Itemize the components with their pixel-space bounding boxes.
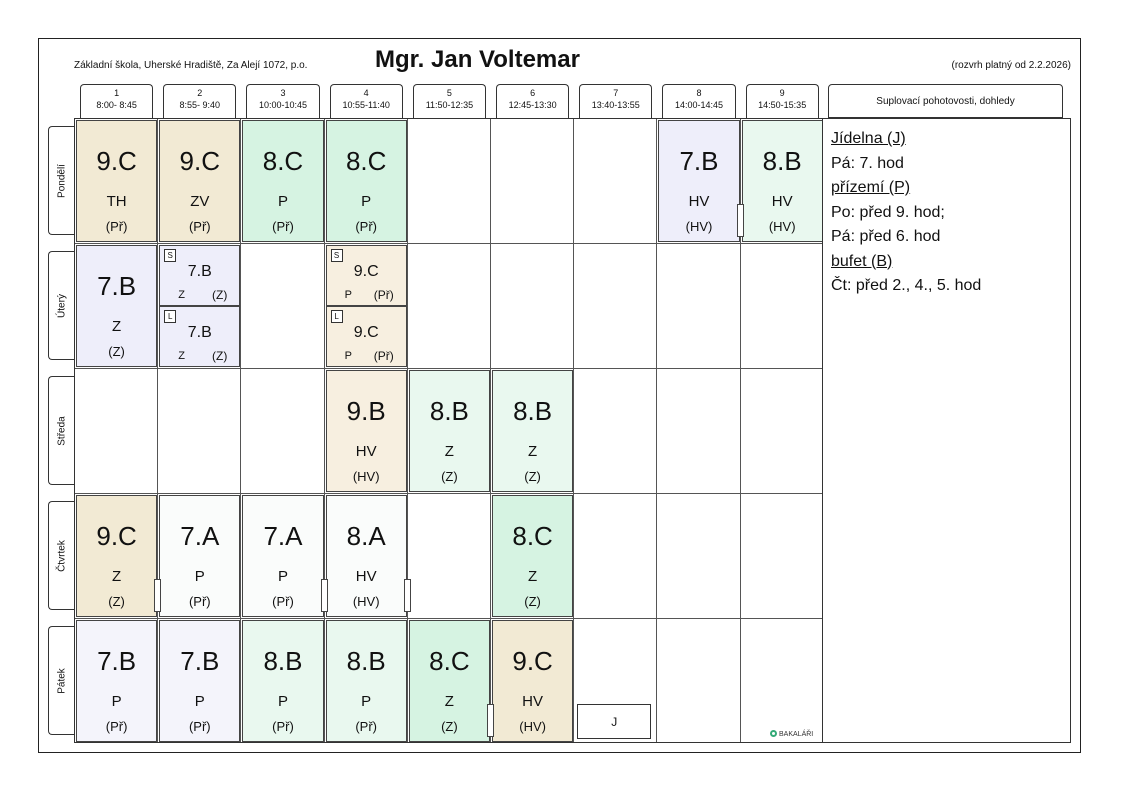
- lesson-cell: [242, 120, 323, 242]
- lesson-subject: P: [111, 693, 122, 710]
- lesson-subject: P: [277, 693, 288, 710]
- period-tab-1: [80, 84, 153, 118]
- period-time: 11:50-12:35: [425, 100, 474, 110]
- lesson-room: (Z): [108, 594, 125, 609]
- lesson-room: (Př): [105, 219, 128, 234]
- lesson-subject: Z: [528, 568, 538, 585]
- lesson-class: 8.B: [513, 396, 553, 426]
- lesson-cell: [159, 620, 240, 742]
- lesson-class: 7.B: [187, 324, 212, 341]
- lesson-class: 8.C: [429, 646, 470, 676]
- day-tab-5: [48, 626, 74, 735]
- grid-column-line: [656, 119, 657, 742]
- lesson-subject: P: [194, 568, 205, 585]
- lesson-cell: [409, 620, 490, 742]
- period-tab-2: [163, 84, 236, 118]
- group-tag: L: [164, 310, 176, 323]
- lesson-class: 7.B: [97, 646, 137, 676]
- lesson-cell: [159, 120, 240, 242]
- period-number: 8: [696, 88, 702, 98]
- period-tab-6: [496, 84, 569, 118]
- group-tag: L: [331, 310, 343, 323]
- bakalari-logo: BAKALÁŘI: [770, 730, 813, 738]
- supervision-marker: [487, 704, 494, 737]
- day-label: Úterý: [56, 293, 67, 318]
- lesson-cell: [76, 120, 157, 242]
- lesson-room: (HV): [768, 219, 796, 234]
- group-tag: S: [164, 249, 176, 262]
- lesson-subject: P: [361, 193, 372, 210]
- panel-line: Čt: před 2., 4., 5. hod: [831, 277, 982, 294]
- school-name: Základní škola, Uherské Hradiště, Za Alejí 1072, p.o.: [74, 60, 308, 71]
- lesson-class: 7.B: [679, 146, 719, 176]
- panel-heading: přízemí (P): [831, 179, 911, 196]
- day-tab-1: [48, 126, 74, 235]
- grid-row-line: [75, 243, 822, 244]
- lesson-subject: HV: [355, 568, 377, 585]
- bakalari-logo-icon: [770, 730, 777, 737]
- lesson-room: (Z): [212, 349, 228, 363]
- lesson-room: (Z): [524, 469, 541, 484]
- lesson-cell: [326, 620, 407, 742]
- day-tab-4: [48, 501, 74, 610]
- lesson-cell: [409, 370, 490, 492]
- split-lesson-s: [326, 245, 407, 306]
- teacher-name: Mgr. Jan Voltemar: [375, 46, 580, 73]
- lesson-room: (Př): [188, 719, 211, 734]
- lesson-room: (Př): [272, 594, 294, 609]
- period-number: 2: [197, 88, 203, 98]
- lesson-subject: P: [344, 350, 352, 362]
- lesson-cell: [742, 120, 823, 242]
- lesson-subject: Z: [112, 568, 122, 585]
- lesson-subject: P: [194, 693, 205, 710]
- supervision-panel-title: Suplovací pohotovosti, dohledy: [828, 84, 1063, 118]
- split-lesson-l: [159, 306, 240, 367]
- period-time: 8:55- 9:40: [179, 100, 221, 110]
- period-tab-9: [746, 84, 819, 118]
- lesson-cell: [76, 245, 157, 367]
- grid-row-line: [75, 618, 822, 619]
- lesson-class: 7.B: [180, 646, 220, 676]
- lesson-class: 9.C: [179, 146, 221, 176]
- day-label: Čtvrtek: [56, 539, 67, 572]
- lesson-room: (Př): [272, 719, 294, 734]
- lesson-subject: Z: [112, 318, 122, 335]
- lesson-cell: [326, 120, 407, 242]
- panel-line: Po: před 9. hod;: [831, 203, 945, 221]
- period-tab-8: [662, 84, 735, 118]
- timetable-grid: [74, 118, 823, 743]
- period-number: 1: [114, 88, 120, 98]
- lesson-class: 8.A: [346, 521, 386, 551]
- lesson-room: (Př): [188, 594, 211, 609]
- day-label: Pátek: [56, 667, 67, 694]
- lesson-class: 8.C: [512, 521, 553, 551]
- lesson-room: (Př): [373, 349, 394, 363]
- panel-line: Pá: 7. hod: [831, 154, 904, 172]
- lesson-subject: P: [277, 568, 288, 585]
- lesson-subject: HV: [522, 693, 544, 710]
- period-number: 4: [363, 88, 369, 98]
- lesson-class: 8.B: [429, 396, 469, 426]
- day-label: Pondělí: [56, 163, 67, 198]
- split-lesson-s: [159, 245, 240, 306]
- lesson-room: (HV): [519, 719, 546, 734]
- lesson-room: (Př): [355, 219, 378, 234]
- lesson-room: (Př): [373, 288, 394, 302]
- lesson-subject: P: [277, 193, 288, 210]
- period-number: 9: [779, 88, 785, 98]
- period-time: 12:45-13:30: [508, 100, 557, 110]
- validity-note: (rozvrh platný od 2.2.2026): [951, 60, 1071, 71]
- lesson-subject: P: [344, 289, 352, 301]
- split-lesson-l: [326, 306, 407, 367]
- lesson-subject: HV: [355, 443, 377, 460]
- supervision-marker: [321, 579, 328, 612]
- panel-line: Pá: před 6. hod: [831, 228, 941, 245]
- period-tab-5: [413, 84, 486, 118]
- lesson-class: 7.A: [263, 521, 303, 551]
- period-time: 10:00-10:45: [258, 100, 307, 110]
- lesson-cell: [492, 495, 573, 617]
- lesson-cell: [326, 370, 407, 492]
- grid-row-line: [75, 368, 822, 369]
- grid-row-line: [75, 493, 822, 494]
- lesson-subject: ZV: [190, 193, 210, 210]
- supervision-panel: [822, 118, 1071, 743]
- lesson-cell: [492, 370, 573, 492]
- lesson-cell: [492, 620, 573, 742]
- lesson-subject: Z: [178, 289, 185, 301]
- panel-heading: Jídelna (J): [831, 130, 906, 147]
- lesson-class: 7.B: [187, 263, 212, 280]
- group-tag: S: [331, 249, 343, 262]
- lesson-subject: Z: [178, 350, 185, 362]
- lesson-subject: HV: [771, 193, 793, 210]
- lesson-class: 8.C: [345, 146, 387, 176]
- supervision-marker: [737, 204, 744, 237]
- lesson-room: (Př): [188, 219, 211, 234]
- grid-column-line: [490, 119, 491, 742]
- period-number: 6: [530, 88, 536, 98]
- panel-heading: bufet (B): [831, 252, 893, 270]
- lesson-class: 8.B: [346, 646, 386, 676]
- lesson-class: 9.B: [346, 396, 386, 426]
- grid-column-line: [157, 119, 158, 742]
- lesson-class: 9.C: [96, 146, 137, 176]
- grid-column-line: [573, 119, 574, 742]
- lesson-class: 8.B: [762, 146, 802, 176]
- period-number: 3: [280, 88, 286, 98]
- period-number: 5: [446, 88, 452, 98]
- period-time: 14:50-15:35: [758, 100, 807, 110]
- period-time: 10:55-11:40: [342, 100, 390, 110]
- lesson-class: 8.B: [263, 646, 303, 676]
- lesson-class: 9.C: [353, 263, 379, 280]
- lesson-subject: P: [361, 693, 372, 710]
- lesson-room: (HV): [352, 594, 380, 609]
- lesson-class: 8.C: [262, 146, 304, 176]
- period-time: 8:00- 8:45: [96, 100, 137, 110]
- period-number: 7: [613, 88, 619, 98]
- grid-column-line: [407, 119, 408, 742]
- lesson-class: 7.B: [97, 271, 137, 301]
- lesson-subject: Z: [444, 443, 454, 460]
- supervision-marker: [154, 579, 161, 612]
- lesson-cell: [159, 495, 240, 617]
- period-tab-3: [246, 84, 319, 118]
- lesson-room: (Z): [108, 344, 125, 359]
- lesson-cell: [76, 495, 157, 617]
- lesson-subject: TH: [106, 193, 127, 210]
- lesson-room: (Z): [212, 288, 228, 302]
- lesson-cell: [326, 495, 407, 617]
- lesson-room: (Př): [272, 219, 294, 234]
- lesson-class: 9.C: [353, 324, 379, 341]
- lesson-room: (Př): [355, 719, 378, 734]
- lesson-room: (HV): [685, 219, 713, 234]
- lesson-room: (Z): [441, 719, 458, 734]
- lesson-cell: [242, 620, 323, 742]
- grid-column-line: [240, 119, 241, 742]
- period-time: 13:40-13:55: [591, 100, 640, 110]
- lesson-subject: HV: [688, 193, 710, 210]
- lesson-room: (HV): [352, 469, 380, 484]
- grid-column-line: [324, 119, 325, 742]
- lesson-cell: [658, 120, 739, 242]
- lesson-subject: Z: [528, 443, 538, 460]
- day-tab-3: [48, 376, 74, 485]
- period-tab-7: [579, 84, 652, 118]
- lesson-class: 9.C: [96, 521, 137, 551]
- period-time: 14:00-14:45: [674, 100, 723, 110]
- dining-duty-box: J: [577, 704, 651, 739]
- lesson-room: (Z): [441, 469, 458, 484]
- lesson-room: (Př): [105, 719, 128, 734]
- lesson-cell: [242, 495, 323, 617]
- lesson-class: 7.A: [180, 521, 220, 551]
- day-tab-2: [48, 251, 74, 360]
- supervision-marker: [404, 579, 411, 612]
- lesson-room: (Z): [524, 594, 541, 609]
- lesson-cell: [76, 620, 157, 742]
- lesson-subject: Z: [444, 693, 454, 710]
- period-tab-4: [330, 84, 403, 118]
- lesson-class: 9.C: [512, 646, 553, 676]
- day-label: Středa: [56, 415, 67, 446]
